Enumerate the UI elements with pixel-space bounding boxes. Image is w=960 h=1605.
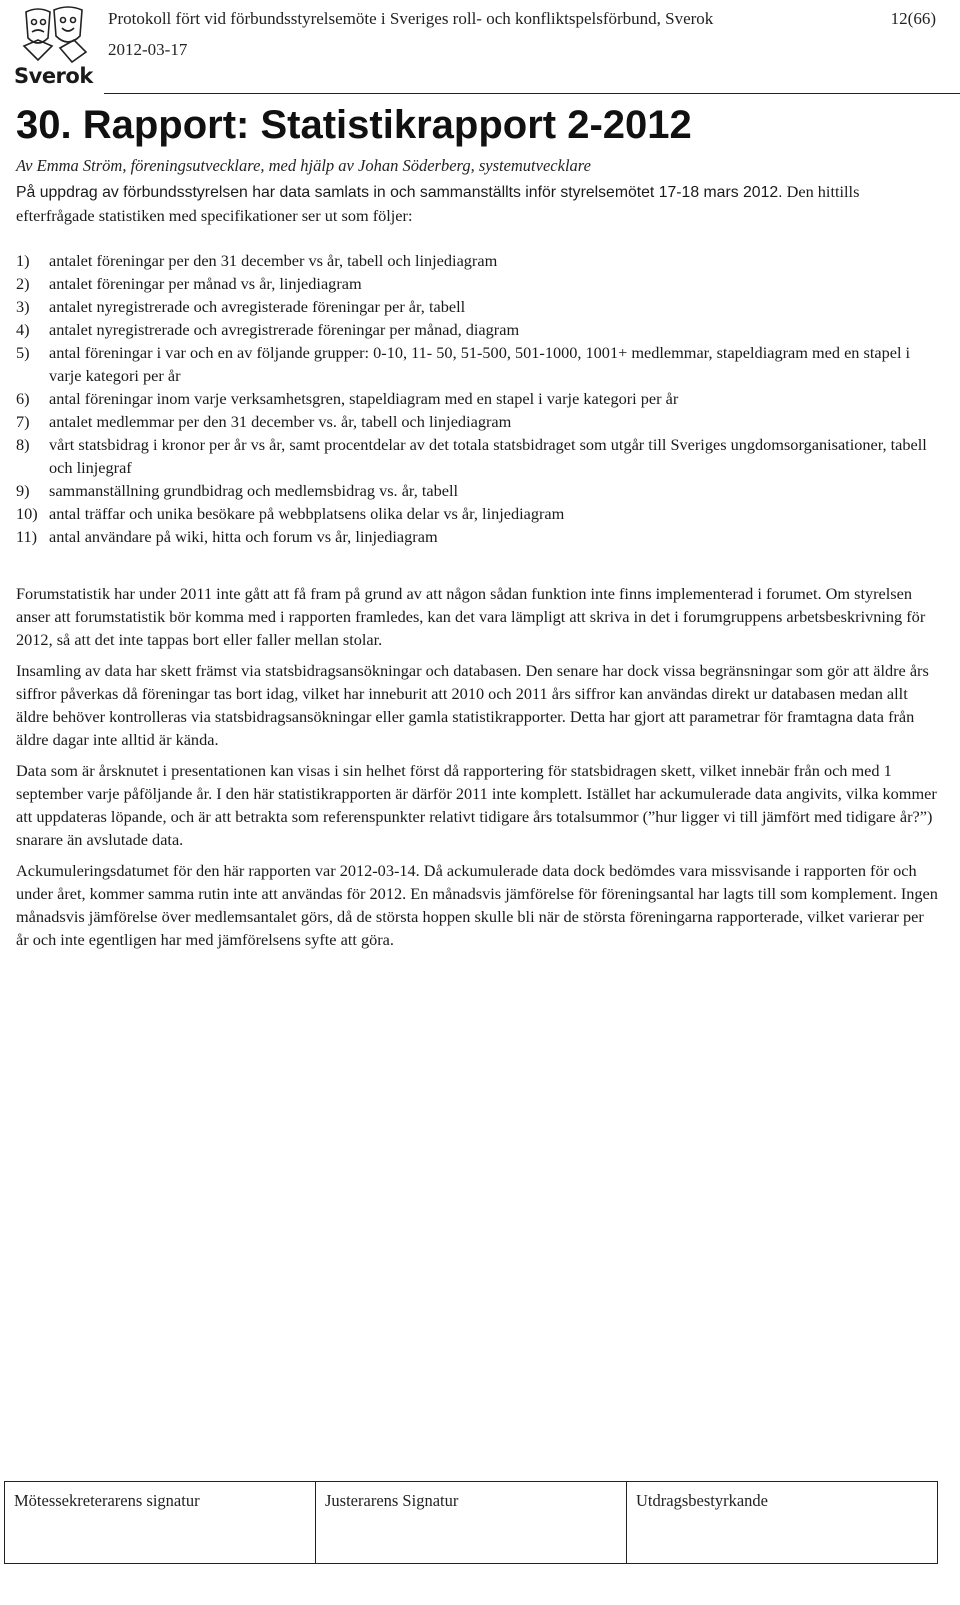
list-text: antalet föreningar per månad vs år, linjediagram [49,274,362,293]
sverok-logo [14,4,100,86]
list-text: antalet medlemmar per den 31 december vs. år, tabell och linjediagram [49,412,512,431]
byline: Av Emma Ström, föreningsutvecklare, med hjälp av Johan Söderberg, systemutvecklare [16,156,591,175]
list-item [16,249,940,272]
page-number: 12(66) [890,9,936,28]
signature-extract: Utdragsbestyrkande [627,1482,938,1564]
list-number: 9) [16,481,30,500]
signature-adjuster: Justerarens Signatur [316,1482,627,1564]
list-text: antal träffar och unika besökare på webbplatsens olika delar vs år, linjediagram [49,504,565,523]
body-paragraph: Insamling av data har skett främst via statsbidragsansökningar och databasen. Den senare har dock vissa begränsningar som gör att äldre års siffror påverkas då föreningar tas bort idag, vilket har inneburit att 2010 och 2011 års siffror kan användas direkt ur databasen medan allt äldre behöver kontrolleras via statsbidragsansökningar eller gamla statistikrapporter. Detta har gjort att parametrar för framtagna data från äldre dagar inte alltid är kända. [16,661,929,749]
list-text: antalet nyregistrerade och avregisterade föreningar per år, tabell [49,297,466,316]
body-paragraph: Forumstatistik har under 2011 inte gått att få fram på grund av att någon sådan funktion inte finns implementerad i forumet. Om styrelsen anser att forumstatistik bör komma med i rapporten framledes, kan det vara lämpligt att skriva in det i forumgruppens arbetsbeskrivning för 2012, så att det inte tappas bort eller faller mellan stolar. [16,584,926,649]
list-item [16,525,940,548]
list-item [16,410,940,433]
list-item [16,318,940,341]
list-number: 4) [16,320,30,339]
section-heading: 30. Rapport: Statistikrapport 2-2012 [16,103,692,147]
list-item [16,387,940,410]
list-number: 5) [16,343,30,362]
list-number: 10) [16,504,38,523]
body-paragraph: Data som är årsknutet i presentationen kan visas i sin helhet först då rapportering för statsbidragen skett, vilket innebär från och med 1 september varje påföljande år. I den här statistikrapporten är därför 2011 inte komplett. Istället har ackumulerade data angivits, vilka kommer att uppdateras löpande, och är att betrakta som referenspunkter relativt tidigare års totalsummor (”hur ligger vi till jämfört med tidigare år?”) snarare än avslutade data. [16,761,937,849]
masks-emblem-icon [20,4,92,66]
list-number: 8) [16,435,30,454]
list-text: vårt statsbidrag i kronor per år vs år, samt procentdelar av det totala statsbidraget som utgår till Sveriges ungdomsorganisationer, tabell och linjegraf [49,435,927,477]
statistics-list [16,249,940,548]
list-text: antalet nyregistrerade och avregistrerade föreningar per månad, diagram [49,320,520,339]
list-number: 1) [16,251,30,270]
header-divider [104,93,960,94]
list-item [16,295,940,318]
list-item [16,502,940,525]
list-text: antal föreningar i var och en av följande grupper: 0-10, 11- 50, 51-500, 501-1000, 1001+ medlemmar, stapeldiagram med en stapel i varje kategori per år [49,343,911,385]
signature-table [4,1481,938,1564]
body-paragraphs [16,582,940,951]
list-number: 6) [16,389,30,408]
list-item [16,272,940,295]
list-text: antal föreningar inom varje verksamhetsgren, stapeldiagram med en stapel i varje kategori per år [49,389,679,408]
signature-secretary: Mötessekreterarens signatur [5,1482,316,1564]
list-item [16,479,940,502]
list-number: 11) [16,527,38,546]
page-header [0,0,960,97]
intro-paragraph [16,180,940,227]
list-number: 2) [16,274,30,293]
list-text: antal användare på wiki, hitta och forum vs år, linjediagram [49,527,438,546]
header-title: Protokoll fört vid förbundsstyrelsemöte i Sveriges roll- och konfliktspelsförbund, Sverok [108,9,714,28]
main-content [16,100,940,959]
header-date: 2012-03-17 [108,40,188,59]
intro-part-2: Den hittills efterfrågade statistiken med specifikationer ser ut som följer: [16,182,860,225]
intro-part-1: På uppdrag av förbundsstyrelsen har data samlats in och sammanställts inför styrelsemötet 17-18 mars 2012. [16,184,783,201]
list-item [16,433,940,479]
list-number: 3) [16,297,30,316]
list-item [16,341,940,387]
body-paragraph: Ackumuleringsdatumet för den här rapporten var 2012-03-14. Då ackumulerade data dock bedömdes vara missvisande i rapporten för och under året, kommer samma rutin inte att användas för 2012. En månadsvis jämförelse för föreningsantal har lagts till som komplement. Ingen månadsvis jämförelse över medlemsantalet görs, då de största hoppen skulle bli när de största föreningarna rapporterade, vilket varierar per år och inte egentligen har med jämförelsens syfte att göra. [16,861,938,949]
list-number: 7) [16,412,30,431]
list-text: sammanställning grundbidrag och medlemsbidrag vs. år, tabell [49,481,458,500]
logo-wordmark: Sverok [14,64,93,88]
list-text: antalet föreningar per den 31 december vs år, tabell och linjediagram [49,251,498,270]
